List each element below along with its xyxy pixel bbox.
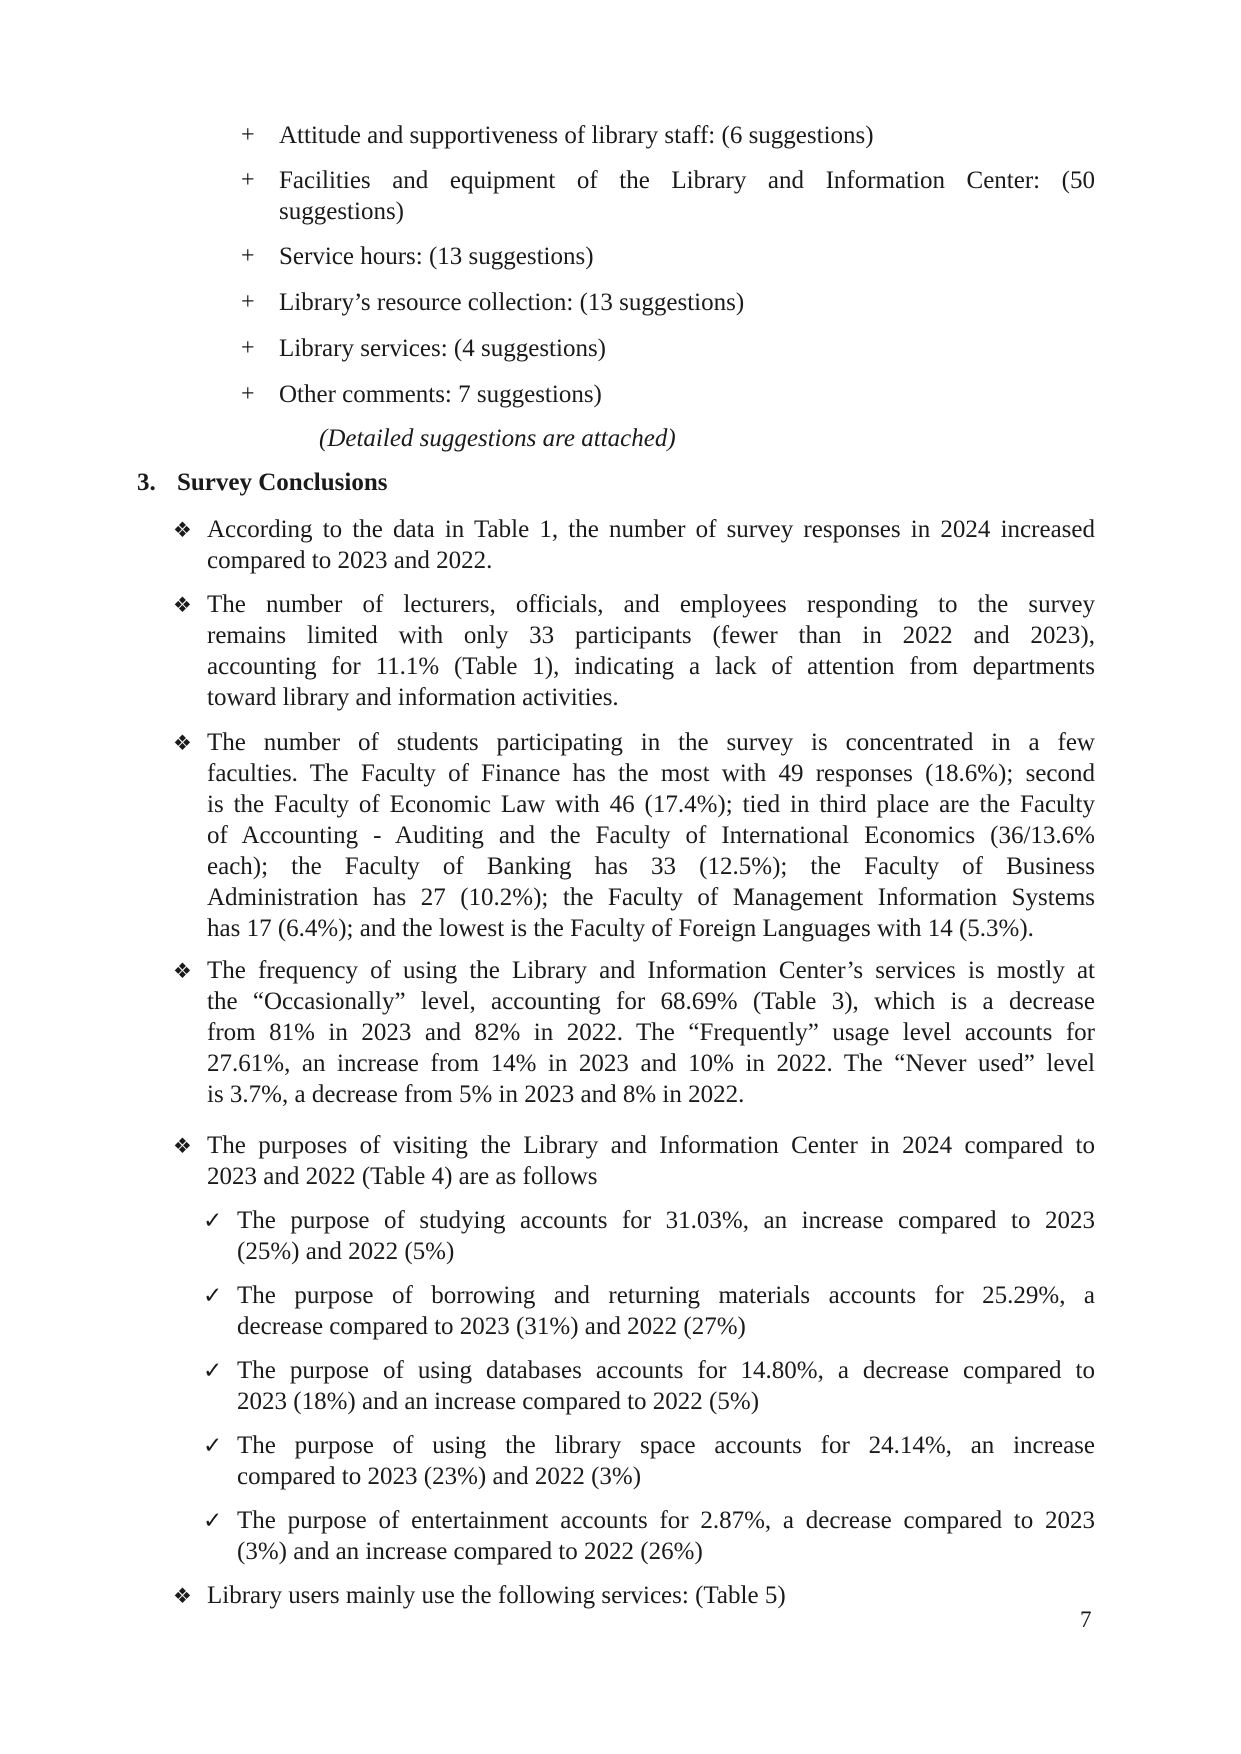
purpose-line: The purpose of using databases accounts for 14.80%, a decrease compared to: [237, 1357, 1095, 1384]
purpose-item: [203, 1430, 1095, 1492]
section-heading: [137, 467, 387, 498]
plus-marker: +: [241, 335, 255, 361]
diamond-bullet-icon: ❖: [173, 1584, 192, 1608]
diamond-bullet-icon: ❖: [173, 959, 192, 983]
suggestion-item: [241, 333, 1095, 364]
purpose-line: The purpose of using the library space accounts for 24.14%, an increase: [237, 1432, 1095, 1459]
plus-marker: +: [241, 289, 255, 315]
bullet-line: According to the data in Table 1, the number of survey responses in 2024 increased: [207, 516, 1095, 543]
suggestion-item: [241, 120, 1095, 151]
bullet-line: The purposes of visiting the Library and Information Center in 2024 compared to: [207, 1132, 1095, 1159]
bullet-line: 27.61%, an increase from 14% in 2023 and 10% in 2022. The “Never used” level: [207, 1050, 1095, 1077]
section-title: Survey Conclusions: [177, 469, 388, 496]
purpose-item: [203, 1280, 1095, 1342]
purpose-item: [203, 1355, 1095, 1417]
bullet-line: is 3.7%, a decrease from 5% in 2023 and 8% in 2022.: [207, 1081, 745, 1108]
suggestion-text: suggestions): [279, 198, 404, 225]
bullet-line: the “Occasionally” level, accounting for 68.69% (Table 3), which is a decrease: [207, 988, 1095, 1015]
purpose-line: compared to 2023 (23%) and 2022 (3%): [237, 1463, 642, 1490]
purpose-line: (3%) and an increase compared to 2022 (26%): [237, 1538, 703, 1565]
bullet-line: The number of students participating in the survey is concentrated in a few: [207, 729, 1095, 756]
conclusion-bullet: [173, 514, 1095, 576]
bullet-line: toward library and information activities.: [207, 684, 619, 711]
checkmark-icon: ✓: [203, 1283, 223, 1308]
checkmark-icon: ✓: [203, 1208, 223, 1233]
diamond-bullet-icon: ❖: [173, 1134, 192, 1158]
suggestion-item: [241, 165, 1095, 227]
suggestion-text: Library services: (4 suggestions): [279, 335, 607, 362]
suggestion-text: Attitude and supportiveness of library staff: (6 suggestions): [279, 122, 874, 149]
conclusion-bullet: [173, 955, 1095, 1110]
bullet-line: has 17 (6.4%); and the lowest is the Faculty of Foreign Languages with 14 (5.3%).: [207, 915, 1034, 942]
bullet-line: of Accounting - Auditing and the Faculty of International Economics (36/13.6%: [207, 822, 1095, 849]
checkmark-icon: ✓: [203, 1358, 223, 1383]
conclusion-bullet: [173, 589, 1095, 713]
suggestion-item: [241, 287, 1095, 318]
page-number: 7: [1080, 1607, 1092, 1632]
purpose-line: The purpose of entertainment accounts for 2.87%, a decrease compared to 2023: [237, 1507, 1095, 1534]
checkmark-icon: ✓: [203, 1433, 223, 1458]
checkmark-icon: ✓: [203, 1508, 223, 1533]
suggestion-item: [241, 379, 1095, 410]
bullet-line: The frequency of using the Library and Information Center’s services is mostly at: [207, 957, 1095, 984]
diamond-bullet-icon: ❖: [173, 593, 192, 617]
purpose-line: (25%) and 2022 (5%): [237, 1238, 455, 1265]
diamond-bullet-icon: ❖: [173, 731, 192, 755]
bullet-line: is the Faculty of Economic Law with 46 (17.4%); tied in third place are the Faculty: [207, 791, 1095, 818]
suggestion-text: Other comments: 7 suggestions): [279, 381, 602, 408]
conclusion-bullet: [173, 1580, 1095, 1611]
plus-marker: +: [241, 167, 255, 193]
purpose-item: [203, 1205, 1095, 1267]
bullet-line: each); the Faculty of Banking has 33 (12.5%); the Faculty of Business: [207, 853, 1095, 880]
bullet-line: accounting for 11.1% (Table 1), indicating a lack of attention from departments: [207, 653, 1095, 680]
suggestion-item: [241, 241, 1095, 272]
diamond-bullet-icon: ❖: [173, 518, 192, 542]
bullet-line: faculties. The Faculty of Finance has the most with 49 responses (18.6%); second: [207, 760, 1095, 787]
suggestion-text: Library’s resource collection: (13 suggestions): [279, 289, 745, 316]
purpose-line: decrease compared to 2023 (31%) and 2022 (27%): [237, 1313, 746, 1340]
bullet-line: Library users mainly use the following services: (Table 5): [207, 1582, 786, 1609]
purpose-line: The purpose of studying accounts for 31.03%, an increase compared to 2023: [237, 1207, 1095, 1234]
bullet-line: 2023 and 2022 (Table 4) are as follows: [207, 1163, 598, 1190]
plus-marker: +: [241, 122, 255, 148]
bullet-line: Administration has 27 (10.2%); the Faculty of Management Information Systems: [207, 884, 1095, 911]
bullet-line: compared to 2023 and 2022.: [207, 547, 493, 574]
conclusion-bullet: [173, 727, 1095, 944]
purpose-line: The purpose of borrowing and returning materials accounts for 25.29%, a: [237, 1282, 1095, 1309]
bullet-line: from 81% in 2023 and 82% in 2022. The “Frequently” usage level accounts for: [207, 1019, 1095, 1046]
attachment-note: (Detailed suggestions are attached): [319, 425, 676, 452]
suggestion-text: Service hours: (13 suggestions): [279, 243, 594, 270]
plus-marker: +: [241, 381, 255, 407]
section-number: 3.: [137, 469, 156, 496]
suggestion-text: Facilities and equipment of the Library and Information Center: (50: [279, 167, 1095, 194]
bullet-line: The number of lecturers, officials, and employees responding to the survey: [207, 591, 1095, 618]
purpose-line: 2023 (18%) and an increase compared to 2022 (5%): [237, 1388, 760, 1415]
bullet-line: remains limited with only 33 participants (fewer than in 2022 and 2023),: [207, 622, 1095, 649]
purpose-item: [203, 1505, 1095, 1567]
plus-marker: +: [241, 243, 255, 269]
conclusion-bullet: [173, 1130, 1095, 1192]
